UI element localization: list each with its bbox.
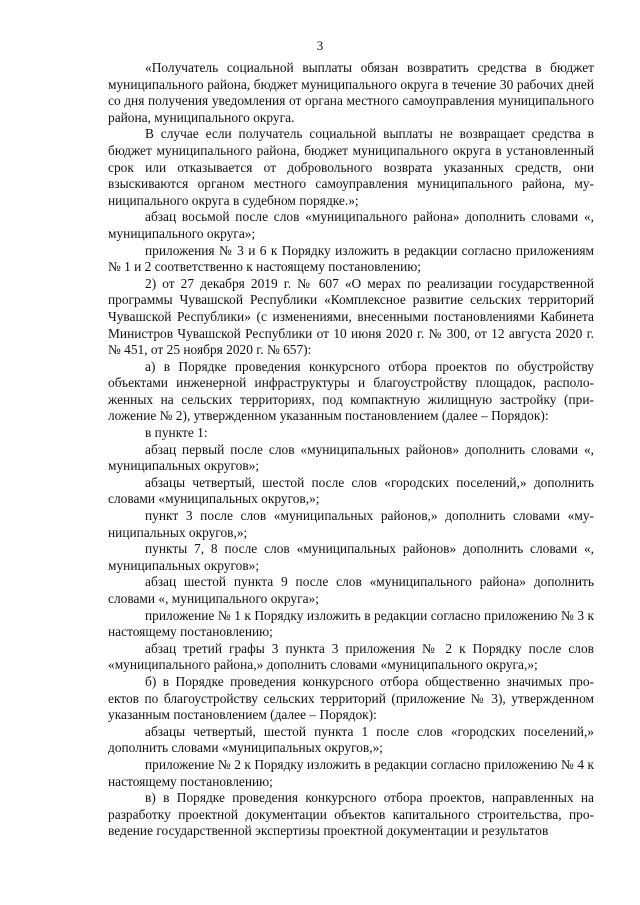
- paragraph: пункты 7, 8 после слов «муниципальных районов» дополнить словами «, муниципальных округов»;: [108, 541, 594, 573]
- paragraph: 2) от 27 декабря 2019 г. № 607 «О мерах по реализации государственной программы Чувашской Республики «Комплексное развитие сельских территорий Чувашской Республики» (с изменениями, внесенными постановлениями Кабинета Министров Чувашской Республики от 10 июня 2020 г. № 300, от 12 августа 2020 г. № 451, от 25 ноября 2020 г. № 657):: [108, 275, 594, 358]
- paragraph: абзац первый после слов «муниципальных районов» дополнить словами «, муниципальных округов»;: [108, 441, 594, 474]
- paragraph: абзац третий графы 3 пункта 3 приложения № 2 к Порядку после слов «муниципального района,» дополнить словами «муниципального округа,»;: [108, 640, 594, 673]
- paragraph: «Получатель социальной выплаты обязан возвратить средства в бюджет муниципального района, бюджет муниципального округа в течение 30 рабочих дней со дня получения уведомления от органа местного самоуправления муниципального района, муниципального округа.: [108, 60, 594, 125]
- page-number: 3: [316, 38, 324, 53]
- paragraph: в пункте 1:: [145, 425, 208, 441]
- paragraph: в) в Порядке проведения конкурсного отбора проектов, направленных на разработку проектной документации объектов капитального строительства, проведение государственной экспертизы проектной документации и результатов: [108, 790, 594, 839]
- paragraph: абзац шестой пункта 9 после слов «муниципального района» дополнить словами «, муниципального округа»;: [108, 574, 594, 606]
- paragraph: абзацы четвертый, шестой после слов «городских поселений,» дополнить словами «муниципальных округов,»;: [108, 474, 594, 507]
- paragraph: приложение № 2 к Порядку изложить в редакции согласно приложению № 4 к настоящему постановлению;: [108, 756, 594, 789]
- paragraph: пункт 3 после слов «муниципальных районов,» дополнить словами «муниципальных округов,»;: [108, 508, 594, 540]
- paragraph: абзац восьмой после слов «муниципального района» дополнить словами «, муниципального округа»;: [108, 209, 594, 241]
- paragraph: В случае если получатель социальной выплаты не возвращает средства в бюджет муниципального района, бюджет муниципального округа в установленный срок или отказывается от добровольного возврата указанных средств, они взыскиваются органом местного самоуправления муниципального района, муниципального округа в судебном порядке.»;: [108, 126, 594, 208]
- paragraph: абзацы четвертый, шестой пункта 1 после слов «городских поселений,» дополнить словами «муниципальных округов,»;: [108, 723, 594, 756]
- paragraph: б) в Порядке проведения конкурсного отбора общественно значимых проектов по благоустройству сельских территорий (приложение № 3), утвержденном указанным постановлением (далее – Порядок):: [108, 673, 594, 723]
- paragraph: а) в Порядке проведения конкурсного отбора проектов по обустройству объектами инженерной инфраструктуры и благоустройству площадок, расположенных на сельских территориях, под компактную жилищную застройку (приложение № 2), утвержденном указанным постановлением (далее – Порядок):: [108, 358, 594, 424]
- document-body: [108, 60, 594, 840]
- paragraph: приложение № 1 к Порядку изложить в редакции согласно приложению № 3 к настоящему постановлению;: [108, 607, 594, 640]
- paragraph: приложения № 3 и 6 к Порядку изложить в редакции согласно приложениям № 1 и 2 соответственно к настоящему постановлению;: [108, 242, 594, 275]
